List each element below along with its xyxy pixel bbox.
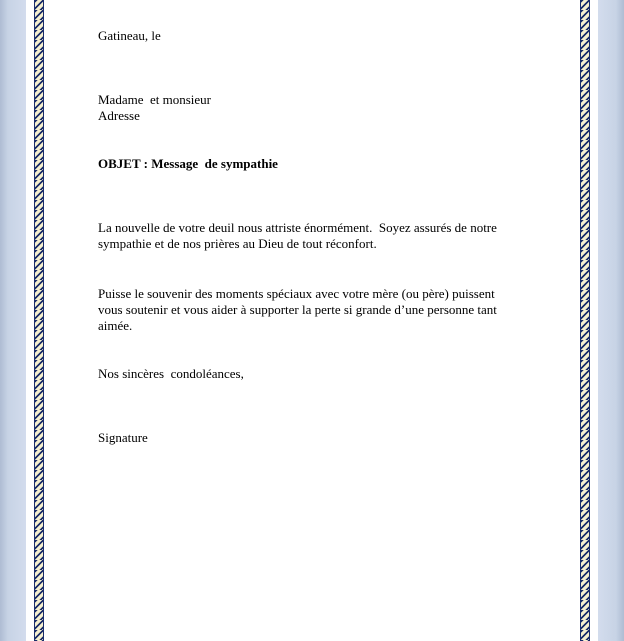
paragraph2-line1: Puisse le souvenir des moments spéciaux avec votre mère (ou père) puissent (98, 286, 495, 301)
page-border-left (34, 0, 44, 641)
signature-line (98, 430, 148, 446)
date-line (98, 28, 161, 44)
paragraph-memories (98, 286, 538, 334)
signature-text: Signature (98, 430, 148, 445)
paragraph1-line1: La nouvelle de votre deuil nous attriste énormément. Soyez assurés de notre (98, 220, 497, 235)
subject-line (98, 156, 278, 172)
paragraph1-line2: sympathie et de nos prières au Dieu de tout réconfort. (98, 236, 377, 251)
paragraph2-line2: vous soutenir et vous aider à supporter la perte si grande d’une personne tant (98, 302, 497, 317)
date-text: Gatineau, le (98, 28, 161, 43)
recipient-name: Madame et monsieur (98, 92, 211, 107)
page-border-right (580, 0, 590, 641)
recipient-block (98, 92, 211, 124)
document-page[interactable] (26, 0, 598, 641)
recipient-address: Adresse (98, 108, 140, 123)
paragraph2-line3: aimée. (98, 318, 133, 333)
subject-text: OBJET : Message de sympathie (98, 156, 278, 171)
workspace-gutter-left (0, 0, 26, 641)
paragraph-condolence (98, 220, 538, 252)
closing-line (98, 366, 244, 382)
closing-text: Nos sincères condoléances, (98, 366, 244, 381)
workspace-gutter-right (598, 0, 624, 641)
